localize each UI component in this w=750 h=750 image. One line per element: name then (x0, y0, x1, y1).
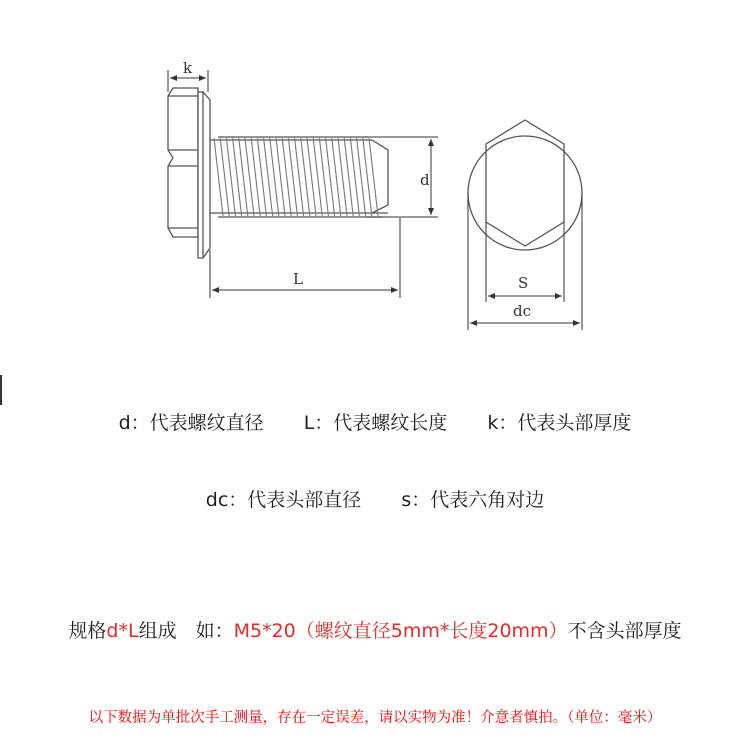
bolt-side-view (168, 88, 388, 258)
flange-circle (468, 136, 582, 250)
bolt-shank (210, 137, 388, 217)
legend-row-2 (0, 485, 750, 512)
dimension-L (210, 218, 400, 298)
spec-line (0, 616, 750, 643)
label-k: k (183, 59, 193, 77)
legend-row-1 (0, 408, 750, 435)
label-dc: dc (513, 302, 532, 320)
spec-example: M5*20（螺纹直径5mm*长度20mm） (233, 620, 568, 642)
label-S: S (518, 274, 529, 292)
spec-suffix: 不含头部厚度 (567, 620, 682, 642)
spec-formula: d*L (106, 620, 139, 642)
legend-k: k：代表头部厚度 (487, 412, 632, 434)
measurement-notice: 以下数据为单批次手工测量，存在一定误差，请以实物为准！介意者慎拍。（单位：毫米） (88, 710, 662, 726)
hex-outline (486, 120, 564, 246)
bolt-head (168, 88, 210, 258)
bolt-top-view (468, 120, 582, 250)
legend-L: L：代表螺纹长度 (303, 412, 448, 434)
spec-middle: 组成 如： (138, 620, 234, 642)
legend-d: d：代表螺纹直径 (118, 412, 264, 434)
legend-s: s：代表六角对边 (401, 489, 545, 511)
label-d: d (420, 171, 430, 189)
spec-prefix: 规格 (68, 620, 107, 642)
legend-dc: dc：代表头部直径 (205, 489, 362, 511)
edge-mark (0, 375, 2, 405)
label-L: L (293, 270, 303, 288)
